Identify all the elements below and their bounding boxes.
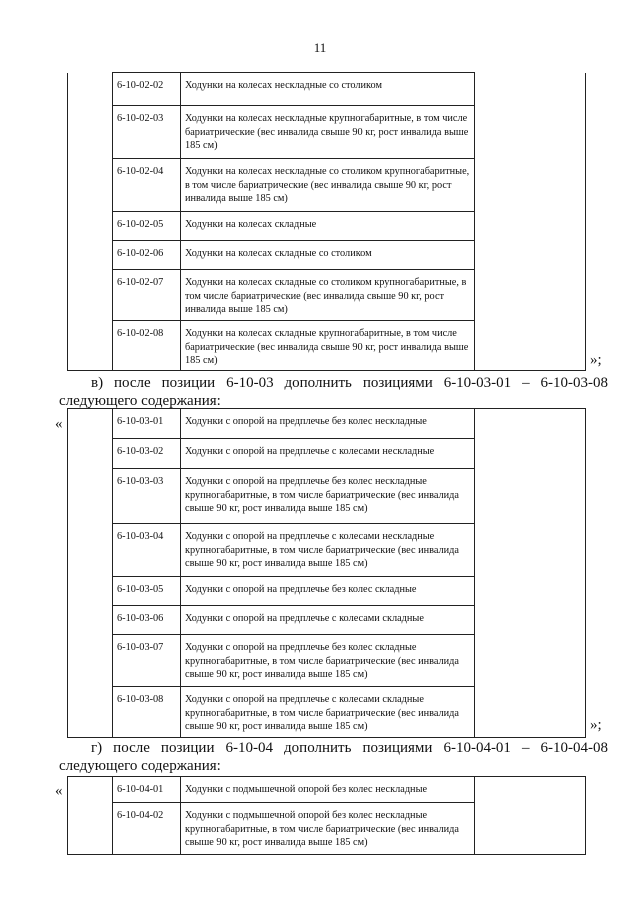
empty-cell: [68, 409, 113, 738]
position-description: Ходунки с подмышечной опорой без колес нескладные: [181, 777, 475, 803]
paragraph-g-line2: следующего содержания:: [59, 758, 221, 774]
position-code: 6-10-04-02: [113, 803, 181, 855]
positions-table-1: [67, 72, 586, 371]
position-description: Ходунки с опорой на предплечье с колесами складные крупногабаритные, в том числе бариатрические (вес инвалида свыше 90 кг, рост инвалида выше 185 см): [181, 687, 475, 738]
position-description: Ходунки с опорой на предплечье с колесами складные: [181, 606, 475, 635]
position-description: Ходунки с подмышечной опорой без колес нескладные крупногабаритные, в том числе бариатрические (вес инвалида свыше 90 кг, рост инвалида выше 185 см): [181, 803, 475, 855]
closing-quote: »;: [590, 717, 602, 733]
position-description: Ходунки с опорой на предплечье с колесами нескладные: [181, 439, 475, 469]
position-code: 6-10-02-04: [113, 159, 181, 212]
position-description: Ходунки на колесах складные: [181, 212, 475, 241]
opening-quote: «: [55, 416, 63, 432]
table-row: [68, 73, 586, 106]
opening-quote: «: [55, 783, 63, 799]
positions-table-2: [67, 408, 586, 738]
position-description: Ходунки с опорой на предплечье без колес нескладные крупногабаритные, в том числе бариатрические (вес инвалида свыше 90 кг, рост инвалида выше 185 см): [181, 469, 475, 524]
position-code: 6-10-02-06: [113, 241, 181, 270]
position-code: 6-10-03-06: [113, 606, 181, 635]
position-code: 6-10-02-05: [113, 212, 181, 241]
table-row: [68, 777, 586, 803]
position-description: Ходунки на колесах нескладные со столиком: [181, 73, 475, 106]
position-description: Ходунки на колесах нескладные со столиком крупногабаритные, в том числе бариатрические (вес инвалида свыше 90 кг, рост инвалида выше 185 см): [181, 159, 475, 212]
position-description: Ходунки на колесах складные со столиком: [181, 241, 475, 270]
position-description: Ходунки с опорой на предплечье с колесами нескладные крупногабаритные, в том числе бариатрические (вес инвалида свыше 90 кг, рост инвалида выше 185 см): [181, 524, 475, 577]
position-description: Ходунки на колесах нескладные крупногабаритные, в том числе бариатрические (вес инвалида свыше 90 кг, рост инвалида выше 185 см): [181, 106, 475, 159]
position-code: 6-10-03-07: [113, 635, 181, 687]
positions-table-3: [67, 776, 586, 855]
paragraph-g-line1: г) после позиции 6-10-04 дополнить позициями 6-10-04-01 – 6-10-04-08: [91, 740, 608, 756]
empty-cell: [68, 73, 113, 371]
position-code: 6-10-02-08: [113, 321, 181, 371]
paragraph-v-line2: следующего содержания:: [59, 393, 221, 409]
position-code: 6-10-03-02: [113, 439, 181, 469]
empty-cell: [68, 777, 113, 855]
closing-quote: »;: [590, 352, 602, 368]
position-code: 6-10-03-04: [113, 524, 181, 577]
position-code: 6-10-02-02: [113, 73, 181, 106]
empty-cell: [475, 409, 586, 738]
position-code: 6-10-04-01: [113, 777, 181, 803]
position-description: Ходунки с опорой на предплечье без колес складные: [181, 577, 475, 606]
position-code: 6-10-02-07: [113, 270, 181, 321]
empty-cell: [475, 73, 586, 371]
position-code: 6-10-03-08: [113, 687, 181, 738]
position-description: Ходунки с опорой на предплечье без колес нескладные: [181, 409, 475, 439]
page-number: 11: [313, 40, 327, 55]
position-code: 6-10-02-03: [113, 106, 181, 159]
paragraph-v-line1: в) после позиции 6-10-03 дополнить позициями 6-10-03-01 – 6-10-03-08: [91, 375, 608, 391]
position-description: Ходунки на колесах складные со столиком крупногабаритные, в том числе бариатрические (вес инвалида свыше 90 кг, рост инвалида выше 185 см): [181, 270, 475, 321]
position-code: 6-10-03-01: [113, 409, 181, 439]
empty-cell: [475, 777, 586, 855]
position-description: Ходунки с опорой на предплечье без колес складные крупногабаритные, в том числе бариатрические (вес инвалида свыше 90 кг, рост инвалида выше 185 см): [181, 635, 475, 687]
position-code: 6-10-03-03: [113, 469, 181, 524]
position-description: Ходунки на колесах складные крупногабаритные, в том числе бариатрические (вес инвалида свыше 90 кг, рост инвалида выше 185 см): [181, 321, 475, 371]
table-row: [68, 409, 586, 439]
position-code: 6-10-03-05: [113, 577, 181, 606]
